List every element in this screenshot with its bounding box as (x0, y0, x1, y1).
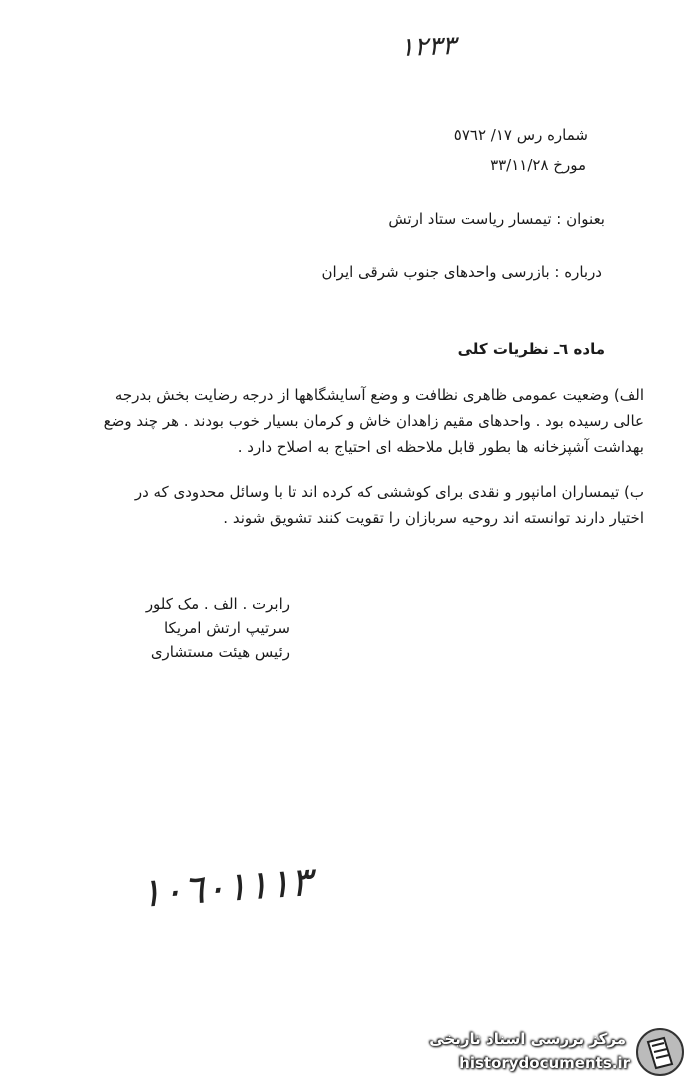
paragraph-a-line: عالی رسیده بود . واحدهای مقیم زاهدان خاش و کرمان بسیار خوب بودند . هر چند وضع (103, 412, 644, 430)
paragraph-b-line: ب) تیمساران امانپور و نقدی برای کوششی که کرده اند تا با وسائل محدودی که در (134, 483, 644, 501)
letter-number-line: شماره رس ١٧/ ٥٧٦٢ (453, 126, 588, 144)
paragraph-a (44, 382, 644, 460)
signature-name: رابرت . الف . مک کلور (145, 595, 290, 613)
archive-watermark (410, 1026, 692, 1080)
archive-logo-icon (634, 1026, 686, 1078)
addressee-line: بعنوان : تیمسار ریاست ستاد ارتش (388, 210, 605, 228)
paragraph-a-line: بهداشت آشپزخانه ها بطور قابل ملاحظه ای احتیاج به اصلاح دارد . (237, 438, 644, 456)
watermark-url: historydocuments.ir (459, 1054, 630, 1072)
subject-line: درباره : بازرسی واحدهای جنوب شرقی ایران (321, 263, 602, 281)
handwritten-top-number: ١٢٣٣ (399, 31, 457, 63)
paragraph-b-line: اختیار دارند توانسته اند روحیه سربازان را تقویت کنند تشویق شوند . (223, 509, 644, 527)
paragraph-b (44, 479, 644, 531)
paragraph-a-line: الف) وضعیت عمومی ظاهری نظافت و وضع آسایشگاهها از درجه رضایت بخش بدرجه (114, 386, 644, 404)
signature-title: رئیس هیئت مستشاری (150, 643, 290, 661)
section-heading: ماده ٦ـ نظریات کلی (457, 340, 605, 358)
handwritten-bottom-number: ١٠٦٠١١١٣ (138, 859, 314, 917)
letter-date-line: مورخ ٣٣/١١/٢٨ (490, 156, 586, 174)
signature-rank: سرتیپ ارتش امریکا (163, 619, 290, 637)
watermark-title: مرکز بررسی اسناد تاریخی (429, 1030, 626, 1048)
